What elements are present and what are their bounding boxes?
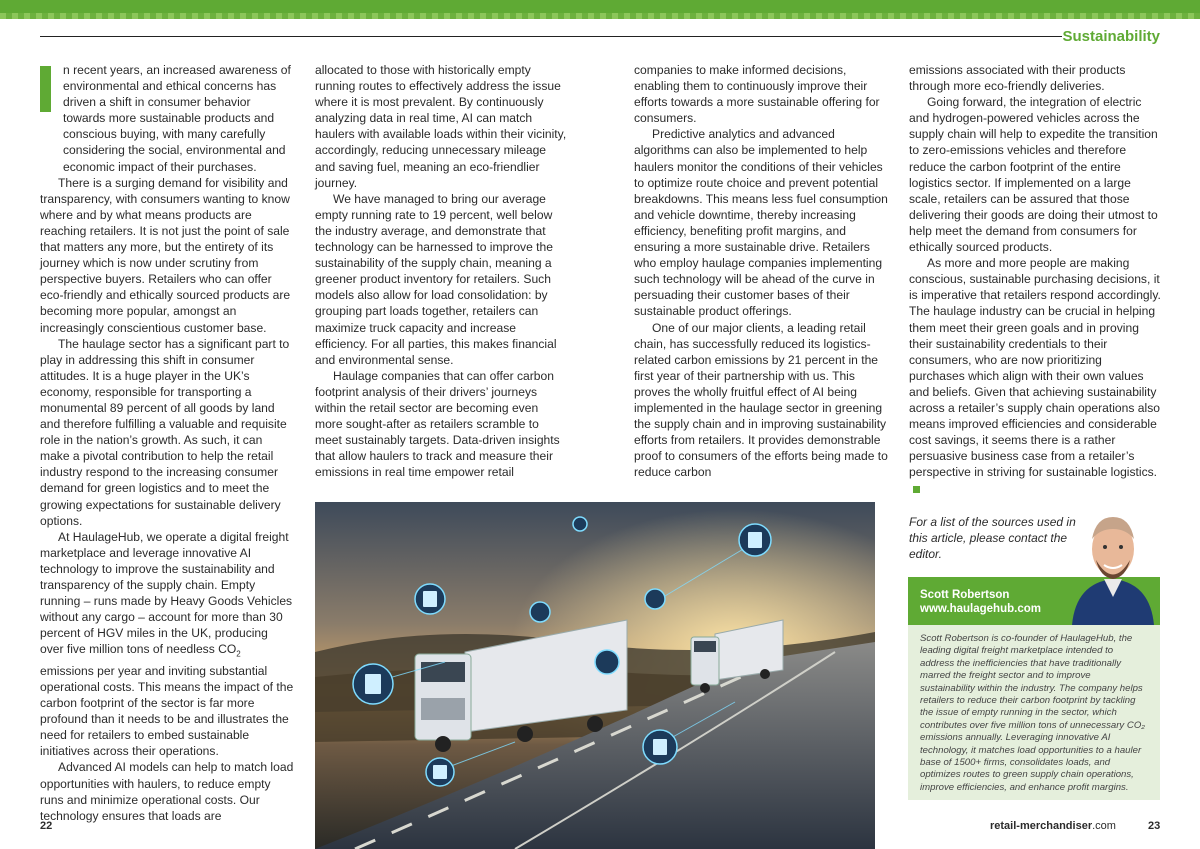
- paragraph-text: At HaulageHub, we operate a digital freight marketplace and leverage innovative AI technology to improve the sustainability and transparency of the supply chain. Empty running – runs made by Heavy Goods Vehicles without any cargo – account for more than 30 percent of HGV miles in the UK, producing over five million tons of needless CO: [40, 529, 293, 657]
- author-website-link[interactable]: www.haulagehub.com: [920, 603, 1041, 615]
- paragraph: Advanced AI models can help to match load opportunities with haulers, to reduce empty runs and minimize operational costs. Our technology ensures that loads are: [40, 760, 294, 823]
- end-mark-icon: [913, 486, 920, 493]
- top-color-bar-pattern: [0, 13, 1200, 19]
- paragraph: emissions associated with their products through more eco-friendly deliveries.: [909, 63, 1126, 94]
- site-domain: .com: [1092, 820, 1116, 832]
- paragraph: The haulage sector has a significant part to play in addressing this shift in consumer attitudes. It is a huge player in the UK’s economy, responsible for transporting a monumental 89 percent of all goods by land and therefore fulfilling a valuable and requisite role in the nation’s growth. As such, it can make a pivotal contribution to help the retail industry respond to the increasing consumer demand for green logistics and to meet the growing expectations for sustainable delivery options.: [40, 336, 290, 528]
- page-number-right: 23: [1148, 820, 1161, 832]
- paragraph-text: As more and more people are making conscious, sustainable purchasing decisions, it is imperative that retailers respond accordingly. The haulage industry can be crucial in helping them meet their green goals and in proving their sustainability credentials to their consumers, who are now prioritizing purchases which align with their own values and beliefs. Given that achieving sustainability across a retailer’s supply chain operations also means improved efficiencies and considerable cost savings, it seems there is a rather persuasive business case from a retailer’s perspective in striving for sustainable logistics.: [909, 256, 1161, 480]
- article-column-1: [40, 62, 294, 824]
- page-number-left: 22: [40, 820, 53, 832]
- article-column-3: [634, 62, 888, 480]
- paragraph: companies to make informed decisions, enabling them to continuously improve their efforts towards a more sustainable offering for consumers.: [634, 63, 880, 126]
- sources-note: For a list of the sources used in this article, please contact the editor.: [909, 515, 1076, 561]
- paragraph: Predictive analytics and advanced algorithms can also be implemented to help haulers monitor the conditions of their vehicles to optimize route choice and prevent potential breakdowns. This means less fuel consumption and vehicle downtime, thereby increasing efficiency, benefiting profit margins, and ensuring a more sustainable drive. Retailers who employ haulage companies implementing such technology will be ahead of the curve in persuading their customer bases of their sustainable product offerings.: [634, 127, 888, 319]
- paragraph: Haulage companies that can offer carbon footprint analysis of their drivers’ journeys within the retail sector are becoming even more sought-after as retailers scramble to meet sustainably targets. Data-driven insights that allow haulers to track and measure their emissions in real time empower retail: [315, 368, 560, 480]
- article-column-2: [315, 62, 567, 480]
- paragraph: One of our major clients, a leading retail chain, has successfully reduced its logistics-related carbon emissions by 21 percent in the first year of their partnership with us. This proves the wholly fruitful effect of AI being implemented in the haulage sector in greening the supply chain and in improving sustainability efforts from retailers. It provides demonstrable proof to consumers of the efforts being made to reduce carbon: [634, 320, 888, 480]
- section-title: Sustainability: [1062, 28, 1160, 45]
- header-rule: [40, 36, 1062, 37]
- paragraph: Going forward, the integration of electric and hydrogen-powered vehicles across the supply chain will help to expedite the transition to zero-emissions vehicles and therefore reduce the carbon footprint of the entire logistics sector. If implemented on a large scale, retailers can be assured that those delivering their goods are doing their utmost to help meet the demand from consumers for ethically sourced products.: [909, 95, 1158, 255]
- trucks-highway-photo: [315, 502, 875, 849]
- paragraph: [909, 255, 1161, 496]
- paragraph-text: emissions per year and inviting substantial operational costs. This means the impact of the carbon footprint of the sector is far more profound than it needs to be and illustrates the need for retailers to embed sustainable initiatives across their operations.: [40, 663, 294, 759]
- site-name: retail-merchandiser: [990, 820, 1093, 832]
- paragraph: We have managed to bring our average empty running rate to 19 percent, well below the industry average, and demonstrate that technology can be harnessed to improve the sustainability of the supply chain, meaning a greener product inventory for retailers. Such models also allow for load consolidation: by grouping part loads together, retailers can maximize truck capacity and increase efficiency. For all parties, this makes financial and environmental sense.: [315, 191, 557, 367]
- paragraph: n recent years, an increased awareness of environmental and ethical concerns has driven a shift in consumer behavior towards more sustainable products and conscious buying, with many carefully considering the social, environmental and economic impact of their purchases.: [63, 63, 291, 174]
- author-name: Scott Robertson: [920, 589, 1010, 601]
- paragraph: There is a surging demand for visibility and transparency, with consumers wanting to know where and by what means products are reaching retailers. It is not just the point of sale that matters any more, but the entirety of its journey which is now under scrutiny from perspective buyers. Retailers who can offer eco-friendly and ethically sourced products are becoming more popular, amongst an increasingly conscientious customer base.: [40, 175, 291, 335]
- site-footer: [990, 820, 1116, 832]
- paragraph: At HaulageHub, we operate a digital freight marketplace and leverage innovative AI technology to improve the sustainability and transparency of the supply chain. Empty running – runs made by Heavy Goods Vehicles without any cargo – account for more than 30 percent of HGV miles in the UK, producing over five million tons of needless $CO_2$ emissions per year and inviting substantial operational costs. This means the impact of the carbon footprint of the sector is far more profound than it needs to be and illustrates the need for retailers to embed sustainable initiatives across their operations.: [40, 529, 294, 759]
- author-photo: [1066, 505, 1160, 625]
- author-bio: Scott Robertson is co-founder of HaulageHub, the leading digital freight marketplace intended to address the inefficiencies that have traditionally marred the freight sector and to improve sustainability within the industry. The company helps retailers to reduce their carbon footprint by tackling the issue of empty running in the sector, which contributes over five million tons of unnecessary CO₂ emissions annually. Leveraging innovative AI technology, it matches load opportunities to a hauler base of 1500+ firms, consolidates loads, and optimizes routes to green supply chain operations, improve efficiencies, and enhance profit margins.: [920, 633, 1145, 793]
- article-column-4: [909, 62, 1161, 497]
- author-bio-box: [908, 625, 1160, 800]
- paragraph: allocated to those with historically empty running routes to effectively address the issue where it is most prevalent. By continuously analyzing data in real time, AI can match haulers with available loads within their vicinity, accordingly, reducing unnecessary mileage and saving fuel, meaning an eco-friendlier journey.: [315, 63, 567, 190]
